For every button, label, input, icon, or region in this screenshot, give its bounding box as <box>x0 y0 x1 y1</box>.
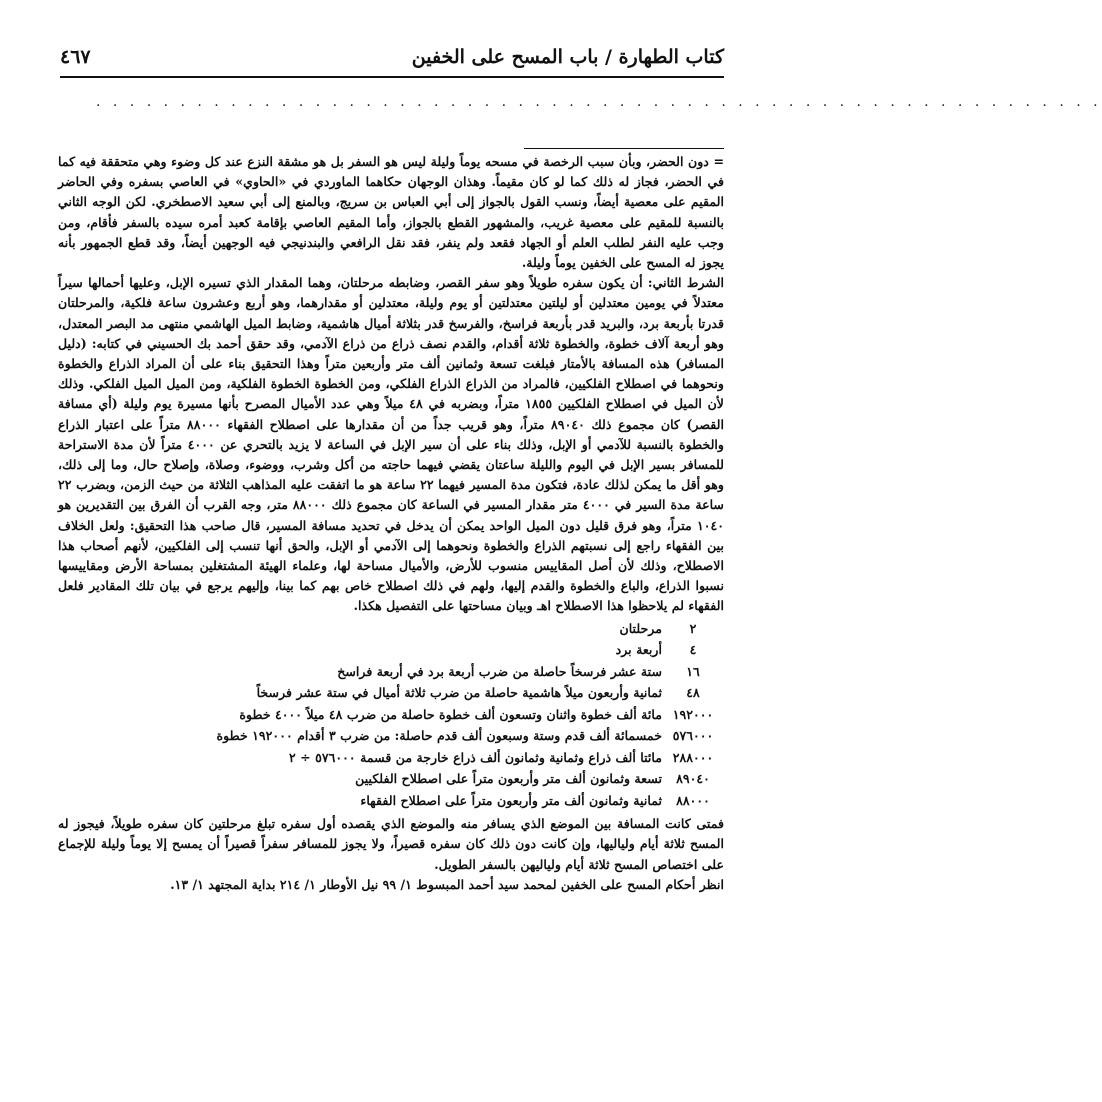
table-row-text: مرحلتان <box>619 620 662 636</box>
dotted-separator: . . . . . . . . . . . . . . . . . . . . . . . . . . . . . . . . . . . . . . . . . . . . . . . . . . . . . . . . . . . . <box>96 94 1102 110</box>
reference-line: انظر أحكام المسح على الخفين لمحمد سيد أحمد المبسوط ١/ ٩٩ نيل الأوطار ١/ ٢١٤ بداية المجتهد ١/ ١٣. <box>170 876 724 892</box>
table-row <box>58 640 724 662</box>
table-row <box>58 748 724 770</box>
table-row-text: أربعة برد <box>615 642 662 658</box>
table-row-number: ٥٧٦٠٠٠ <box>672 728 714 744</box>
table-row-text: ثمانية وأربعون ميلاً هاشمية حاصلة من ضرب ثلاثة أميال في ستة عشر فرسخاً <box>256 685 662 701</box>
table-row <box>58 791 724 813</box>
running-title: كتاب الطهارة / باب المسح على الخفين <box>411 46 724 68</box>
paragraph-1: = دون الحضر، وبأن سبب الرخصة في مسحه يوماً وليلة ليس هو السفر بل هو مشقة النزع عند كل وضوء وهي متحققة فيه كما في الحضر، فجاز له ذلك كما لو كان مقيماً. وهذان الوجهان حكاهما الماوردي في «الحاوي» في العاصي بسفره وفي الحاضر المقيم على معصية أيضاً، ونسب القول بالجواز إلى أبي العباس بن سريج، وبالمنع إلى أبي سعيد الاصطخري. لكن الوجه الثاني بالنسبة للمقيم على معصية غريب، والمشهور القطع بالجواز، وأما المقيم العاصي بإقامة كعبد أمره سيده بالسفر فأقام، ومن وجب عليه النفر لطلب العلم أو الجهاد فقعد ولم ينفر، فقد نقل الرافعي والبندنيجي فيه الوجهين أيضاً، وقد قطع الجمهور بأنه يجوز له المسح على الخفين يوماً وليلة. <box>58 154 724 271</box>
table-row-text: مائة ألف خطوة واثنان وتسعون ألف خطوة حاصلة من ضرب ٤٨ ميلاً ٤٠٠٠ خطوة <box>239 706 662 722</box>
table-row-text: تسعة وثمانون ألف متر وأربعون متراً على اصطلاح الفلكيين <box>355 771 662 787</box>
table-row-number: ٤ <box>689 642 697 658</box>
page-number: ٤٦٧ <box>60 46 91 68</box>
paragraph-2: الشرط الثاني: أن يكون سفره طويلاً وهو سفر القصر، وضابطه مرحلتان، وهما المقدار الذي تسيره الإبل، وعليها أحمالها سيراً معتدلاً في يومين معتدلين أو ليلتين معتدلتين أو يوم وليلة، معتدلين أو مقدارهما، وهو أربع وعشرون ساعة فلكية، والمرحلتان قدرتا بأربعة برد، والبريد قدر بأربعة فراسخ، والفرسخ قدر بثلاثة أميال هاشمية، وضابط الميل الهاشمي منتهى مد البصر المعتدل، وهو أربعة آلاف خطوة، والخطوة ثلاثة أقدام، والقدم نصف ذراع من ذراع الآدمي، وقد حقق أحمد بك الحسيني في كتابه: (دليل المسافر) هذه المسافة بالأمتار فبلغت تسعة وثمانين ألف متر وأربعين متراً وهذا التحقيق بناء على أن المراد الذراع والخطوة ونحوهما في اصطلاح الفلكيين، فالمراد من الذراع الذراع الفلكي، ومن الخطوة الخطوة الفلكية، ومن الميل الميل الفلكي. وذلك لأن الميل في اصطلاح الفلكيين ١٨٥٥ متراً، وبضربه في ٤٨ ميلاً وهي عدد الأميال المصرح بأنها مسيرة يوم وليلة (أي مسافة القصر) كان مجموع ذلك ٨٩٠٤٠ متراً، وهو قريب جداً من أن مقدارها على اصطلاح الفقهاء ٨٨٠٠٠ متراً على اعتبار الذراع والخطوة بالنسبة للآدمي أو الإبل، وذلك بناء على أن سير الإبل في الساعة لا يزيد بالتحري عن ٤٠٠٠ متراً لأن مدة الاستراحة للمسافر بسير الإبل في اليوم والليلة ساعتان يقضي فيهما حاجته من أكل وشرب، ووضوء، وصلاة، وإصلاح حال، وما إلى ذلك، وهو أقل ما يمكن لذلك عادة، فتكون مدة المسير فيهما ٢٢ ساعة هو ما اتفقت عليه المذاهب الثلاثة من حيث الزمن، وبضرب ٢٢ ساعة مدة السير في ٤٠٠٠ متر مقدار المسير في الساعة كان مجموع ذلك ٨٨٠٠٠ متر، وجه القرب أن الفرق بين التقديرين هو ١٠٤٠ متراً، وهو فرق قليل دون الميل الواحد يمكن أن يدخل في تحديد مسافة المسير، قال صاحب هذا التحقيق: ولعل الخلاف بين الفقهاء راجع إلى نسبتهم الذراع والخطوة ونحوهما إلى الآدمي أو الإبل، والحق أنها تنسب إلى الفلكيين، لأنهم أصحاب هذا الاصطلاح، وذلك لأن أصل المقاييس منسوب للأرض، والأميال مساحة لها، وعلماء الهيئة المشتغلين بمساحة الأرض ومقاييسها نسبوا الذراع، والباع والخطوة والقدم إليها، ولهم في ذلك اصطلاح خاص بهم كما بينا، وإليهم يرجع في بيان تلك المقادير فلعل الفقهاء لم يلاحظوا هذا الاصطلاح اهـ وبيان مساحتها على التفصيل هكذا. <box>58 275 725 614</box>
table-row-number: ٨٨٠٠٠ <box>676 792 710 808</box>
table-row <box>58 705 724 727</box>
table-row-text: ستة عشر فرسخاً حاصلة من ضرب أربعة برد في أربعة فراسخ <box>337 663 662 679</box>
table-row-number: ٨٩٠٤٠ <box>676 771 710 787</box>
table-row-number: ١٦ <box>686 663 700 679</box>
table-row-number: ١٩٢٠٠٠ <box>672 706 714 722</box>
footnote-body <box>58 152 724 895</box>
table-row <box>58 662 724 684</box>
table-row-number: ٢٨٨٠٠٠ <box>672 749 714 765</box>
table-row-number: ٢ <box>689 620 697 636</box>
table-row <box>58 683 724 705</box>
page-header <box>60 40 724 74</box>
table-row-text: مائتا ألف ذراع وثمانية وثمانون ألف ذراع خارجة من قسمة ٥٧٦٠٠٠ ÷ ٢ <box>289 749 662 765</box>
measurement-table <box>58 619 724 813</box>
table-row <box>58 769 724 791</box>
table-row <box>58 619 724 641</box>
table-row-text: خمسمائة ألف قدم وستة وسبعون ألف قدم حاصلة: من ضرب ٣ أقدام ١٩٢٠٠٠ خطوة <box>216 728 662 744</box>
table-row-number: ٤٨ <box>686 685 700 701</box>
footnote-rule <box>524 148 724 149</box>
header-rule <box>60 76 724 78</box>
closing-paragraph: فمتى كانت المسافة بين الموضع الذي يسافر منه والموضع الذي يقصده أول سفره تبلغ مرحلتين كان سفره طويلاً، فيجوز له المسح ثلاثة أيام ولياليها، وإن كانت دون ذلك كان سفره قصيراً، ولا يجوز للمسافر سفراً قصيراً أن يمسح إلا يوماً وليلة للإجماع على اختصاص المسح ثلاثة أيام ولياليهن بالسفر الطويل. <box>58 816 724 872</box>
table-row <box>58 726 724 748</box>
table-row-text: ثمانية وثمانون ألف متر وأربعون متراً على اصطلاح الفقهاء <box>360 792 662 808</box>
